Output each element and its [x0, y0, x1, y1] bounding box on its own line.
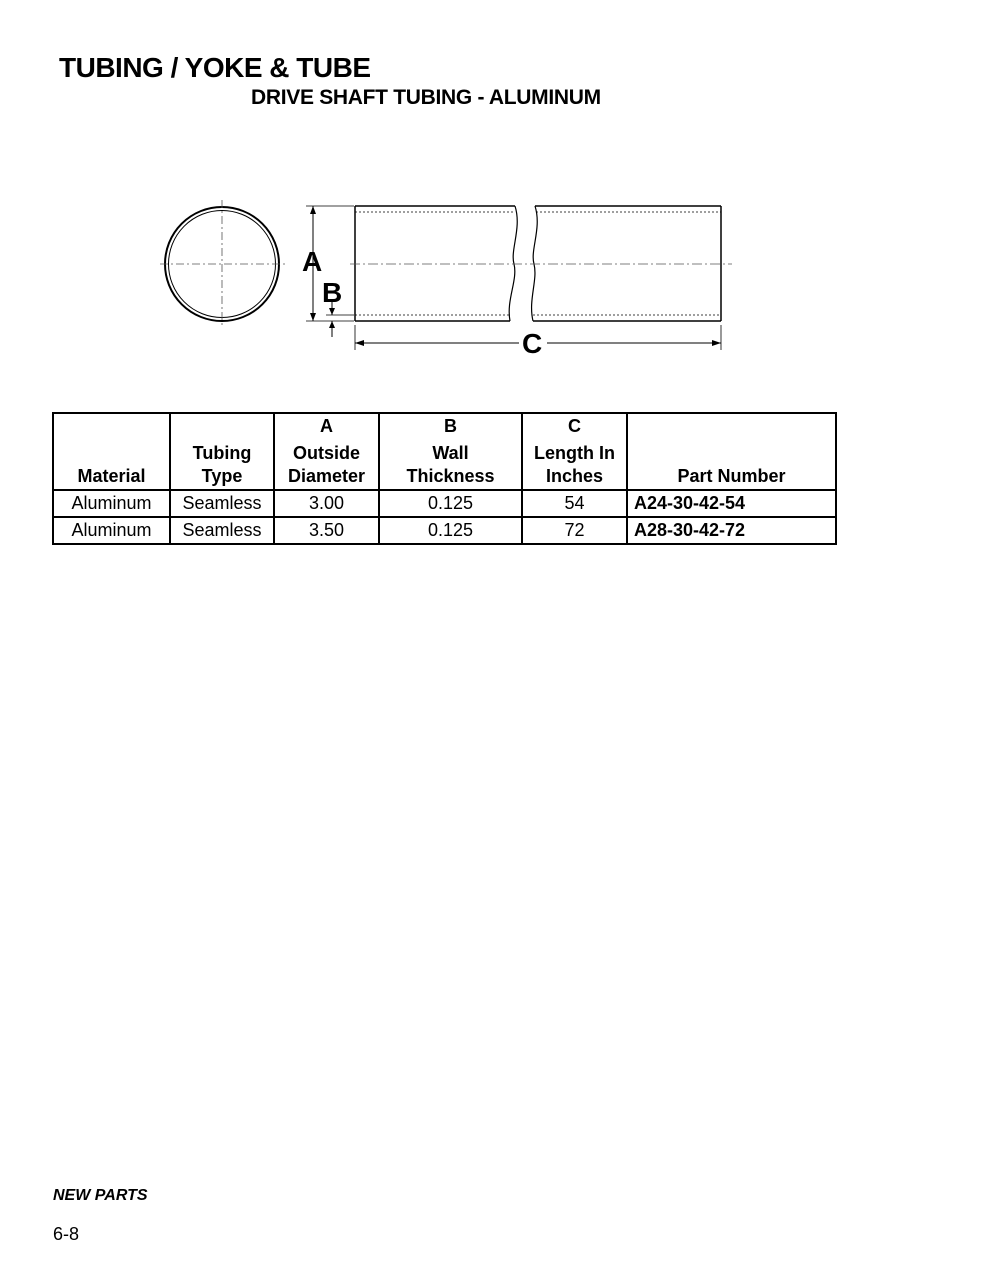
tube-side-view — [350, 206, 732, 321]
header-od-line2: Diameter — [287, 466, 366, 486]
header-tubing-type-line1: Tubing — [192, 443, 252, 463]
header-wall-thickness — [379, 413, 522, 490]
table-header-row — [53, 413, 836, 490]
table-row — [53, 490, 836, 517]
cell-material: Aluminum — [53, 517, 170, 544]
header-length — [522, 413, 627, 490]
cell-wall-thickness: 0.125 — [379, 517, 522, 544]
header-material-label: Material — [77, 466, 146, 486]
header-wall-line1: Wall — [432, 443, 469, 463]
header-part-number-label: Part Number — [677, 466, 786, 486]
new-parts-label: NEW PARTS — [53, 1187, 148, 1204]
tube-diagram — [0, 0, 986, 400]
header-od-line1: Outside — [292, 443, 360, 463]
dimension-b-label: B — [322, 277, 343, 308]
header-outside-diameter — [274, 413, 379, 490]
tube-end-view — [160, 200, 285, 328]
cell-length: 72 — [522, 517, 627, 544]
page-title: TUBING / YOKE & TUBE — [59, 52, 371, 83]
header-tubing-type-line2: Type — [201, 466, 243, 486]
header-len-line2: Inches — [545, 466, 604, 486]
cell-length: 54 — [522, 490, 627, 517]
header-len-letter: C — [568, 416, 581, 436]
cell-tubing-type: Seamless — [170, 517, 274, 544]
header-material — [53, 413, 170, 490]
cell-material: Aluminum — [53, 490, 170, 517]
cell-tubing-type: Seamless — [170, 490, 274, 517]
tubing-spec-table — [52, 412, 837, 545]
cell-outside-diameter: 3.00 — [274, 490, 379, 517]
page-number: 6-8 — [53, 1224, 80, 1244]
dimension-a-label: A — [302, 246, 323, 277]
cell-wall-thickness: 0.125 — [379, 490, 522, 517]
dimension-c-label: C — [522, 328, 543, 359]
header-part-number — [627, 413, 836, 490]
header-len-line1: Length In — [534, 443, 615, 463]
header-wall-letter: B — [444, 416, 457, 436]
page-subtitle: DRIVE SHAFT TUBING - ALUMINUM — [251, 86, 601, 109]
header-od-letter: A — [320, 416, 333, 436]
cell-outside-diameter: 3.50 — [274, 517, 379, 544]
cell-part-number: A28-30-42-72 — [627, 517, 836, 544]
header-wall-line2: Thickness — [406, 466, 495, 486]
table-row — [53, 517, 836, 544]
header-tubing-type — [170, 413, 274, 490]
cell-part-number: A24-30-42-54 — [627, 490, 836, 517]
